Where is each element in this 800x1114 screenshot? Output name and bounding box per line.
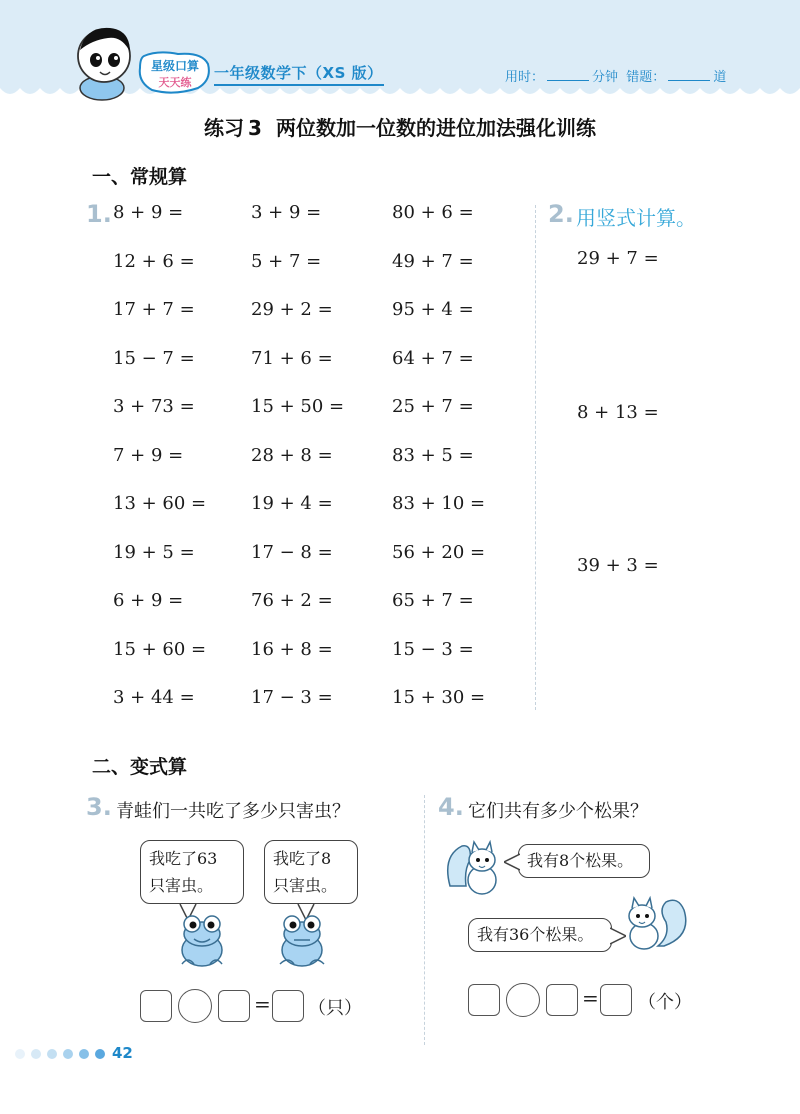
time-unit: 分钟 <box>592 70 619 85</box>
problem-col3-row7: 83 + 10 = <box>392 493 486 514</box>
problem-col2-row1: 3 + 9 = <box>251 202 322 223</box>
errors-label: 错题： <box>626 70 666 85</box>
problem-col1-row9: 6 + 9 = <box>113 590 184 611</box>
squirrel-1-speech-bubble: 我有8个松果。 <box>518 844 650 878</box>
frog-1-speech-line-2: 只害虫。 <box>149 876 214 895</box>
brand-logo <box>138 50 212 94</box>
footer-dot-decoration <box>14 1046 110 1062</box>
problem-col1-row7: 13 + 60 = <box>113 493 207 514</box>
column-divider <box>535 205 536 710</box>
problem-col3-row11: 15 + 30 = <box>392 687 486 708</box>
squirrel-1-bubble-tail <box>504 852 520 872</box>
problem-col2-row4: 71 + 6 = <box>251 347 333 369</box>
q3-answer-box-result[interactable] <box>272 990 304 1022</box>
frog-1-speech-bubble <box>140 840 244 904</box>
q3-unit: （只） <box>308 998 362 1019</box>
problem-col3-row6: 83 + 5 = <box>392 444 474 466</box>
q4-answer-box-result[interactable] <box>600 984 632 1016</box>
question-2-number: 2. <box>548 200 574 228</box>
frog-2-speech-line-2: 只害虫。 <box>273 876 338 895</box>
squirrel-2-speech-bubble: 我有36个松果。 <box>468 918 612 952</box>
exercise-prefix: 练习 <box>204 116 245 140</box>
brand-line-2: 天天练 <box>158 76 192 89</box>
problem-col1-row8: 19 + 5 = <box>113 541 195 563</box>
frog-2-speech-line-1: 我吃了8 <box>273 849 332 868</box>
question-4-title: 它们共有多少个松果？ <box>468 801 648 822</box>
problem-col1-row2: 12 + 6 = <box>113 250 195 272</box>
problem-col1-row1: 8 + 9 = <box>113 202 184 223</box>
errors-blank[interactable] <box>668 69 710 81</box>
problem-col3-row1: 80 + 6 = <box>392 202 474 223</box>
timing-record <box>505 66 726 85</box>
problem-col3-row8: 56 + 20 = <box>392 541 486 563</box>
problem-col3-row4: 64 + 7 = <box>392 347 474 369</box>
q3-equals-sign: = <box>254 992 271 1016</box>
exercise-number: 3 <box>248 116 262 140</box>
section-heading-regular: 一、常规算 <box>92 166 188 188</box>
time-blank[interactable] <box>547 69 589 81</box>
q4-answer-box-2[interactable] <box>546 984 578 1016</box>
frog-2-illustration <box>272 912 332 970</box>
problem-col2-row7: 19 + 4 = <box>251 493 333 514</box>
frog-1-illustration <box>172 912 232 970</box>
page-number: 42 <box>112 1044 133 1062</box>
problem-col3-row3: 95 + 4 = <box>392 299 474 320</box>
squirrel-2-illustration <box>618 892 690 954</box>
exercise-topic: 两位数加一位数的进位加法强化训练 <box>275 116 596 140</box>
problem-col2-row2: 5 + 7 = <box>251 250 322 272</box>
problem-col1-row3: 17 + 7 = <box>113 299 195 320</box>
problem-col2-row9: 76 + 2 = <box>251 590 333 611</box>
series-title-underline <box>214 84 384 86</box>
q4-answer-box-1[interactable] <box>468 984 500 1016</box>
problem-col2-row10: 16 + 8 = <box>251 638 333 660</box>
problem-col2-row3: 29 + 2 = <box>251 299 333 320</box>
q3-answer-box-2[interactable] <box>218 990 250 1022</box>
problem-col1-row5: 3 + 73 = <box>113 396 195 417</box>
question-1-number: 1. <box>86 200 112 228</box>
problem-col2-row8: 17 − 8 = <box>251 541 333 563</box>
problem-col1-row10: 15 + 60 = <box>113 638 207 660</box>
question-4-number: 4. <box>438 793 464 821</box>
q4-unit: （个） <box>638 992 692 1013</box>
vertical-problem-3: 39 + 3 = <box>577 555 659 576</box>
time-label: 用时： <box>505 70 545 85</box>
section-heading-variant: 二、变式算 <box>92 756 188 778</box>
brand-line-1: 星级口算 <box>150 59 200 73</box>
question-2-title: 用竖式计算。 <box>576 206 696 230</box>
vertical-problem-2: 8 + 13 = <box>577 402 659 423</box>
problem-col3-row10: 15 − 3 = <box>392 638 474 660</box>
problem-col3-row5: 25 + 7 = <box>392 396 474 417</box>
q4-operator-circle[interactable] <box>506 983 540 1017</box>
problem-col2-row6: 28 + 8 = <box>251 444 333 466</box>
page-title <box>0 112 800 141</box>
question-3-title: 青蛙们一共吃了多少只害虫？ <box>116 801 350 822</box>
q3-answer-box-1[interactable] <box>140 990 172 1022</box>
question-3-number: 3. <box>86 793 112 821</box>
frog-1-speech-line-1: 我吃了63 <box>149 849 218 868</box>
problem-col3-row2: 49 + 7 = <box>392 250 474 272</box>
problem-col2-row11: 17 − 3 = <box>251 687 333 708</box>
squirrel-1-illustration <box>444 836 506 898</box>
errors-unit: 道 <box>713 70 727 85</box>
frog-2-speech-bubble <box>264 840 358 904</box>
problem-col1-row6: 7 + 9 = <box>113 444 184 466</box>
series-title: 一年级数学下（XS 版） <box>214 64 383 82</box>
q3-operator-circle[interactable] <box>178 989 212 1023</box>
vertical-problem-1: 29 + 7 = <box>577 248 659 269</box>
problem-col3-row9: 65 + 7 = <box>392 590 474 611</box>
problem-col1-row4: 15 − 7 = <box>113 347 195 369</box>
problem-col1-row11: 3 + 44 = <box>113 687 195 708</box>
section-2-divider <box>424 795 425 1045</box>
q4-equals-sign: = <box>582 986 599 1010</box>
problem-col2-row5: 15 + 50 = <box>251 396 345 417</box>
